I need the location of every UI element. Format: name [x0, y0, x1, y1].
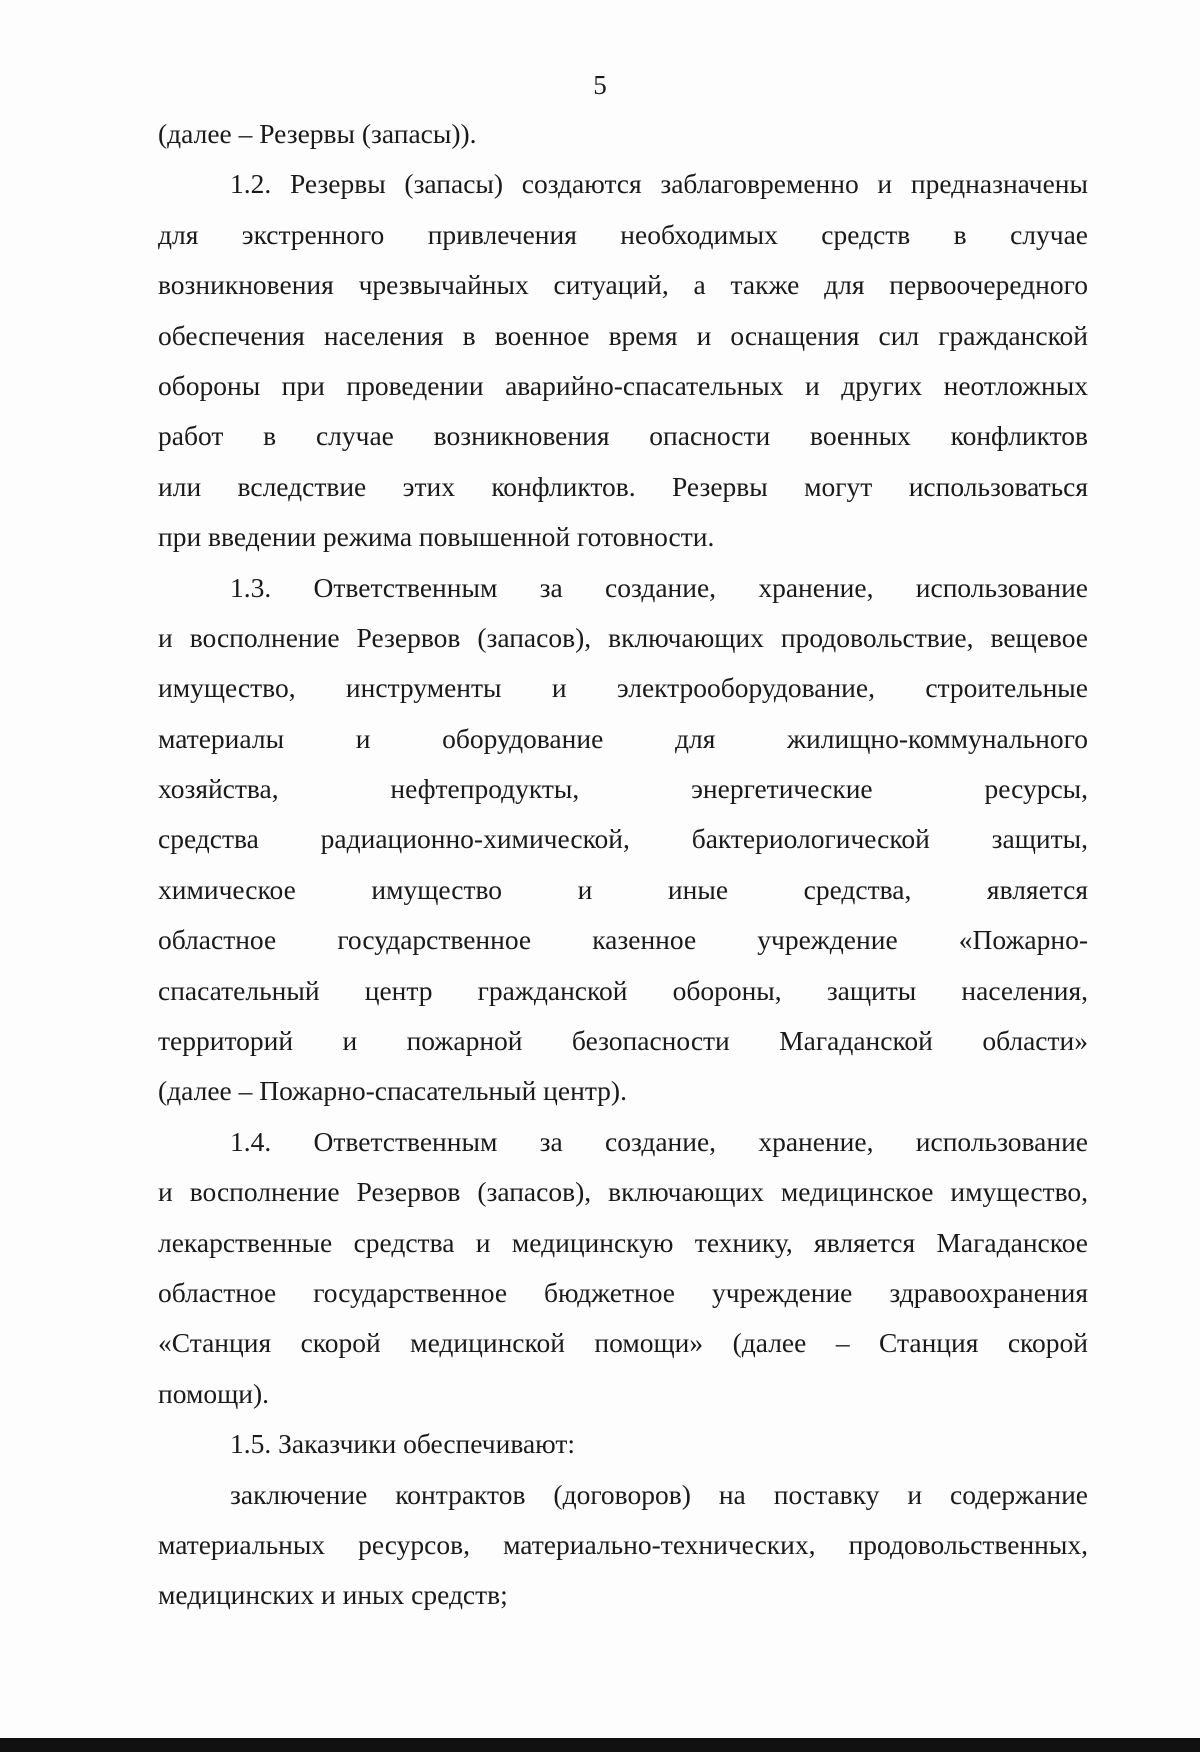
text-line: помощи).: [158, 1377, 270, 1409]
text-line: химическое имущество и иные средства, является: [158, 873, 1088, 905]
text-line: или вследствие этих конфликтов. Резервы могут использоваться: [158, 470, 1088, 502]
text-line: медицинских и иных средств;: [158, 1579, 508, 1611]
text-line: (далее – Резервы (запасы)).: [158, 118, 477, 149]
text-line: обеспечения населения в военное время и оснащения сил гражданской: [158, 319, 1088, 351]
text-line: лекарственные средства и медицинскую технику, является Магаданское: [158, 1226, 1088, 1258]
text-line: территорий и пожарной безопасности Магаданской области»: [158, 1025, 1088, 1057]
text-line: имущество, инструменты и электрооборудование, строительные: [158, 672, 1088, 704]
text-line: и восполнение Резервов (запасов), включающих продовольствие, вещевое: [158, 621, 1088, 653]
text-line: «Станция скорой медицинской помощи» (далее – Станция скорой: [158, 1327, 1088, 1359]
text-line: хозяйства, нефтепродукты, энергетические ресурсы,: [158, 773, 1088, 805]
text-line: (далее – Пожарно-спасательный центр).: [158, 1075, 627, 1107]
text-line: и восполнение Резервов (запасов), включающих медицинское имущество,: [158, 1176, 1088, 1208]
text-line: материальных ресурсов, материально-технических, продовольственных,: [158, 1528, 1088, 1560]
text-line: областное государственное казенное учреждение «Пожарно-: [158, 924, 1088, 956]
text-line: 1.5. Заказчики обеспечивают:: [230, 1428, 575, 1460]
text-line: обороны при проведении аварийно-спасательных и других неотложных: [158, 369, 1088, 401]
text-line: областное государственное бюджетное учреждение здравоохранения: [158, 1276, 1088, 1308]
text-line: возникновения чрезвычайных ситуаций, а также для первоочередного: [158, 269, 1088, 301]
text-line: материалы и оборудование для жилищно-коммунального: [158, 722, 1088, 754]
text-line: работ в случае возникновения опасности военных конфликтов: [158, 420, 1088, 452]
page-number: 5: [593, 70, 607, 100]
text-line: спасательный центр гражданской обороны, защиты населения,: [158, 974, 1088, 1006]
text-line: средства радиационно-химической, бактериологической защиты,: [158, 823, 1088, 855]
text-line: 1.2. Резервы (запасы) создаются заблаговременно и предназначены: [230, 168, 1088, 200]
scan-bottom-border: [0, 1738, 1200, 1752]
text-line: 1.3. Ответственным за создание, хранение, использование: [230, 571, 1088, 603]
document-body: [158, 109, 1088, 1621]
text-line: при введении режима повышенной готовности.: [158, 521, 715, 553]
text-line: 1.4. Ответственным за создание, хранение, использование: [230, 1125, 1088, 1157]
text-line: заключение контрактов (договоров) на поставку и содержание: [230, 1478, 1088, 1510]
text-line: для экстренного привлечения необходимых средств в случае: [158, 218, 1088, 250]
